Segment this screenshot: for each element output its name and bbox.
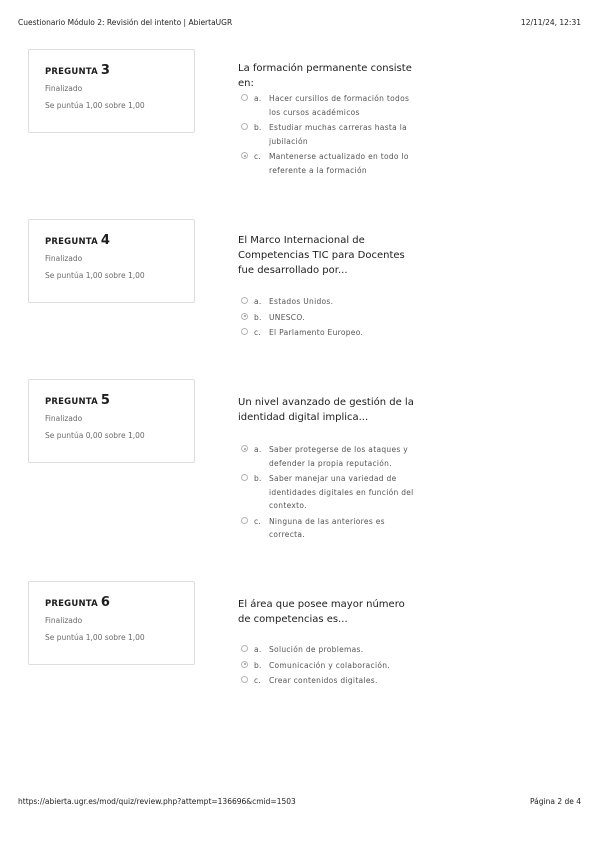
answer-option[interactable] xyxy=(241,311,421,325)
radio-button-icon[interactable] xyxy=(241,297,248,304)
radio-button-icon[interactable] xyxy=(241,328,248,335)
answer-option[interactable] xyxy=(241,643,421,657)
answer-letter: a. xyxy=(254,94,262,103)
answer-text: Comunicación y colaboración. xyxy=(269,660,390,670)
answer-letter: c. xyxy=(254,676,262,685)
radio-button-icon[interactable] xyxy=(241,445,248,452)
answer-option[interactable] xyxy=(241,150,421,177)
answer-option[interactable] xyxy=(241,92,421,119)
question-grade: Se puntúa 1,00 sobre 1,00 xyxy=(45,101,145,110)
question-text: Un nivel avanzado de gestión de la identidad digital implica... xyxy=(238,397,414,423)
answer-text: Solución de problemas. xyxy=(269,645,364,654)
question-grade: Se puntúa 0,00 sobre 1,00 xyxy=(45,431,145,440)
answer-option[interactable] xyxy=(241,295,421,309)
answer-option[interactable] xyxy=(241,674,421,688)
answer-letter: a. xyxy=(254,445,262,454)
question-number: 3 xyxy=(100,63,111,78)
answer-letter: b. xyxy=(254,123,262,132)
answer-text: Hacer cursillos de formación todos los cursos académicos xyxy=(269,94,410,117)
page-url: https://abierta.ugr.es/mod/quiz/review.php?attempt=136696&cmid=1503 xyxy=(18,797,296,806)
answer-option[interactable] xyxy=(241,121,421,148)
question-state: Finalizado xyxy=(45,254,83,263)
answer-letter: c. xyxy=(254,516,262,526)
question-text: La formación permanente consiste en: xyxy=(238,63,412,89)
question-number: 6 xyxy=(100,595,111,610)
answer-text: Crear contenidos digitales. xyxy=(269,676,378,685)
answer-list xyxy=(241,443,421,544)
answer-letter: c. xyxy=(254,152,262,161)
question-heading xyxy=(45,63,194,78)
question-heading xyxy=(45,393,194,408)
page-title: Cuestionario Módulo 2: Revisión del intento | AbiertaUGR xyxy=(18,18,233,27)
question-info-box xyxy=(28,379,195,463)
answer-letter: a. xyxy=(254,297,262,306)
page-number: Página 2 de 4 xyxy=(529,797,581,806)
question-state: Finalizado xyxy=(45,84,83,93)
answer-letter: b. xyxy=(254,660,262,670)
answer-text: Ninguna de las anteriores es correcta. xyxy=(269,516,385,539)
question-heading xyxy=(45,233,194,248)
radio-button-icon[interactable] xyxy=(241,123,248,130)
radio-button-icon[interactable] xyxy=(241,676,248,683)
answer-letter: b. xyxy=(254,474,262,483)
question-grade: Se puntúa 1,00 sobre 1,00 xyxy=(45,271,145,280)
print-datetime: 12/11/24, 12:31 xyxy=(520,18,581,27)
question-label: PREGUNTA xyxy=(45,599,98,609)
radio-button-icon[interactable] xyxy=(241,313,248,320)
question-info-box xyxy=(28,581,195,665)
answer-list xyxy=(241,92,421,179)
answer-text: El Parlamento Europeo. xyxy=(269,328,364,337)
question-label: PREGUNTA xyxy=(45,237,98,247)
answer-option[interactable] xyxy=(241,443,421,470)
answer-letter: b. xyxy=(254,312,262,322)
answer-letter: a. xyxy=(254,645,262,654)
question-label: PREGUNTA xyxy=(45,67,98,77)
radio-button-icon[interactable] xyxy=(241,152,248,159)
answer-text: Estudiar muchas carreras hasta la jubilación xyxy=(269,123,408,146)
radio-button-icon[interactable] xyxy=(241,645,248,652)
radio-button-icon[interactable] xyxy=(241,661,248,668)
question-state: Finalizado xyxy=(45,414,83,423)
question-number: 5 xyxy=(100,393,111,408)
answer-text: UNESCO. xyxy=(269,312,305,322)
question-number: 4 xyxy=(100,233,111,248)
answer-text: Saber protegerse de los ataques y defender la propia reputación. xyxy=(269,445,408,468)
answer-letter: c. xyxy=(254,328,262,337)
answer-option[interactable] xyxy=(241,472,421,513)
radio-button-icon[interactable] xyxy=(241,474,248,481)
question-grade: Se puntúa 1,00 sobre 1,00 xyxy=(45,633,145,642)
question-state: Finalizado xyxy=(45,616,83,625)
answer-text: Saber manejar una variedad de identidades digitales en función del contexto. xyxy=(269,474,414,510)
question-info-box xyxy=(28,219,195,303)
question-info-box xyxy=(28,49,195,133)
radio-button-icon[interactable] xyxy=(241,517,248,524)
answer-text: Mantenerse actualizado en todo lo referente a la formación xyxy=(269,152,409,175)
radio-button-icon[interactable] xyxy=(241,94,248,101)
answer-option[interactable] xyxy=(241,326,421,340)
question-label: PREGUNTA xyxy=(45,397,98,407)
answer-option[interactable] xyxy=(241,515,421,542)
question-text: El Marco Internacional de Competencias TIC para Docentes fue desarrollado por... xyxy=(238,235,405,276)
question-text: El área que posee mayor número de competencias es... xyxy=(238,599,405,625)
answer-text: Estados Unidos. xyxy=(269,297,334,306)
answer-option[interactable] xyxy=(241,659,421,673)
answer-list xyxy=(241,295,421,342)
answer-list xyxy=(241,643,421,690)
question-heading xyxy=(45,595,194,610)
